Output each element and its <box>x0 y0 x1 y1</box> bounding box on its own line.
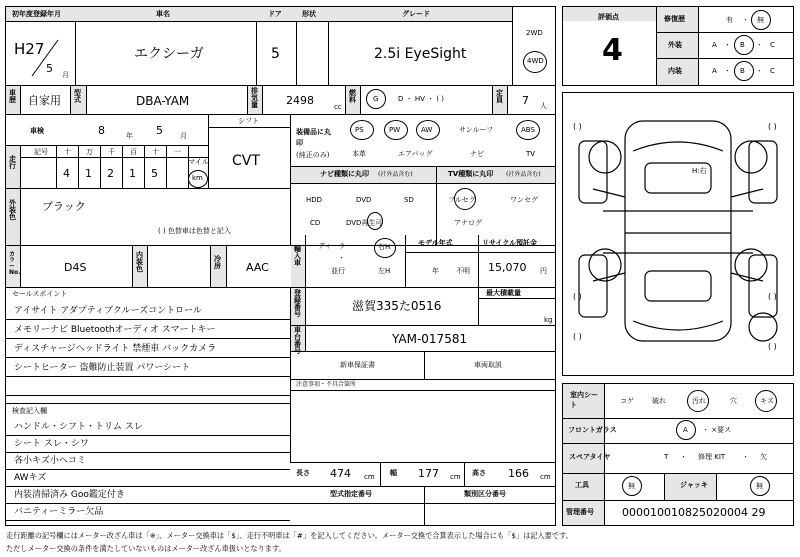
inspection-month-unit: 月 <box>180 132 187 140</box>
import-dealer: ディーラー <box>318 242 353 250</box>
svg-text:( ): ( ) <box>573 332 582 341</box>
mileage-col-divider <box>144 145 145 188</box>
displacement: 2498 <box>286 94 314 107</box>
score: 4 <box>602 33 623 68</box>
mileage-digit: 5 <box>151 167 158 180</box>
interior-sheet-label: 室内シート <box>570 391 598 409</box>
spare-item: ・ <box>680 453 687 461</box>
mileage-digit: 1 <box>129 167 136 180</box>
equipment-item: TV <box>526 150 536 158</box>
month-unit: 月 <box>62 71 69 79</box>
spare-label: スペアタイヤ <box>569 453 611 461</box>
equipment-item: PW <box>389 126 401 134</box>
line-rule <box>5 395 290 396</box>
exterior-color: ブラック <box>42 200 86 213</box>
grade-option: ・ <box>724 41 731 49</box>
line-rule <box>5 376 290 377</box>
capacity-label: 定員 <box>496 89 503 104</box>
inspector-line: シート スレ・シワ <box>14 439 89 449</box>
registration-label: 登録番号 <box>294 289 301 318</box>
equipment-item: ABS <box>521 126 535 134</box>
capacity-unit: 人 <box>540 102 547 110</box>
mgmt-value: 000010010825020004 29 <box>622 506 766 519</box>
mileage-unit: 一 <box>174 148 181 156</box>
fuel-label: 燃料 <box>349 89 356 104</box>
drive-2wd: 2WD <box>526 29 543 37</box>
line-rule <box>5 319 290 320</box>
inspector-line: 各小キズ小ヘコミ <box>14 456 86 466</box>
import-parallel: 並行 <box>331 267 345 275</box>
navi-label: ナビ種類に丸印 <box>320 170 369 178</box>
class-no-label: 類別区分番号 <box>464 490 506 498</box>
equipment-item: サンルーフ <box>459 126 494 134</box>
width-unit: cm <box>450 473 461 481</box>
spare-item: T <box>664 453 669 461</box>
equipment-item: 本革 <box>352 150 366 158</box>
sales-points-label: セールスポイント <box>12 290 68 298</box>
shift: CVT <box>232 153 260 169</box>
grade-option: B <box>740 67 745 75</box>
slash-divider <box>30 38 60 78</box>
inspection-month: 5 <box>156 124 163 137</box>
chassis: YAM-017581 <box>392 332 468 346</box>
length: 474 <box>330 467 351 480</box>
line-rule <box>5 452 290 453</box>
import-label: 輸入車 <box>294 245 301 267</box>
navi-sub: (社外品含む) <box>378 171 413 178</box>
door-label: ドア <box>268 10 282 18</box>
mileage-label: 走行 <box>9 155 16 170</box>
capacity: 7 <box>522 94 529 107</box>
height-label: 高さ <box>472 469 486 477</box>
score-label: 評価点 <box>598 13 619 21</box>
equipment-item: ナビ <box>470 150 484 158</box>
sheet-item: 汚れ <box>692 397 706 405</box>
recycle-label: リサイクル預託金 <box>482 239 538 247</box>
footer-line2: ただしメーター交換の条件を満たしていないものはメーター改ざん車扱いとなります。 <box>6 544 286 553</box>
sales-point-line: ディスチャージヘッドライト 禁煙車 バックカメラ <box>14 344 217 354</box>
inspection-year-unit: 年 <box>126 132 133 140</box>
ac-label: 冷房 <box>214 255 221 270</box>
usage-label: 車歴 <box>9 89 16 104</box>
import-dot: ・ <box>338 254 345 262</box>
sheet-item: コゲ <box>620 397 634 405</box>
equipment-item: AW <box>421 126 433 134</box>
grade: 2.5i EyeSight <box>374 46 467 62</box>
first-reg-month: 5 <box>46 62 53 75</box>
diagram-note: H:右 <box>692 167 707 175</box>
grade-option: ・ <box>724 67 731 75</box>
inspector-line: バニティーミラー欠品 <box>14 507 104 517</box>
tv-label: TV種類に丸印 <box>448 170 494 178</box>
grade-option: B <box>740 41 745 49</box>
svg-text:( ): ( ) <box>768 292 777 301</box>
inspector-line: ハンドル・シフト・トリム スレ <box>14 422 143 432</box>
chassis-label: 車台番号 <box>294 326 301 355</box>
kigou-label: 記号 <box>34 148 48 156</box>
drive-4wd: 4WD <box>527 57 544 65</box>
sheet-item: 穴 <box>730 397 737 405</box>
spare-item: ・ <box>742 453 749 461</box>
mile-label: マイル <box>188 158 209 166</box>
windshield-label: フロントガラス <box>568 426 617 434</box>
footer-line1: 走行距離の記号欄にはメーター改ざん車は「※」、メーター交換車は「$」、走行不明車は「#」を記入してください。メーター交換で合算表示した場合にも「$」は記入要です。 <box>6 531 573 540</box>
windshield-rest: ・ ×要ス <box>702 426 732 434</box>
import-right-h: 右H <box>378 243 391 251</box>
doors: 5 <box>271 46 280 62</box>
tools-label: 工具 <box>575 481 589 489</box>
mileage-digit: 1 <box>85 167 92 180</box>
registration: 滋賀335た0516 <box>352 299 442 313</box>
car-diagram <box>563 93 793 375</box>
type-no-label: 型式指定番号 <box>330 490 372 498</box>
equipment-item: エアバッグ <box>398 150 433 158</box>
tv-analog: アナログ <box>454 219 482 227</box>
repair-label: 修復歴 <box>664 15 685 23</box>
mileage-unit: 千 <box>108 148 115 156</box>
jack-label: ジャッキ <box>680 481 708 489</box>
tools-value: 無 <box>628 482 635 490</box>
mileage-unit: 十 <box>64 148 71 156</box>
grade-b-circle <box>734 61 754 81</box>
repair-yes: 有 <box>726 16 733 24</box>
sales-point-line: シートヒーター 盗難防止装置 パワーシート <box>14 363 191 373</box>
exterior-color-note: ( ) 色替車は色替と記入 <box>158 227 231 235</box>
length-unit: cm <box>364 473 375 481</box>
model-year-unknown: 不明 <box>456 267 470 275</box>
dvd-play-circle <box>367 212 383 230</box>
first-reg-year: H27 <box>14 40 45 58</box>
inspector-line: 内装清掃済み Goo鑑定付き <box>14 490 125 500</box>
model: DBA-YAM <box>136 94 190 108</box>
model-label: 型式 <box>74 89 81 104</box>
navi-sd: SD <box>404 196 414 204</box>
grade-option: ・ <box>756 41 763 49</box>
spare-item: 欠 <box>760 453 767 461</box>
interior-color-label: 内装色 <box>136 251 143 273</box>
mileage-col-divider <box>122 145 123 188</box>
ac: AAC <box>246 261 269 274</box>
recycle-yen: 円 <box>540 267 547 275</box>
new-warranty: 新車保証書 <box>340 361 375 369</box>
svg-text:( ): ( ) <box>573 292 582 301</box>
color-no: D4S <box>64 261 87 274</box>
equipment-label: 装備品に丸印 <box>296 128 331 147</box>
windshield-a: A <box>683 426 688 434</box>
usage: 自家用 <box>28 94 61 107</box>
sheet-item: 破れ <box>652 397 666 405</box>
sheet-item: キズ <box>760 397 774 405</box>
shift-label: シフト <box>238 117 259 125</box>
sales-point-line: アイサイト アダプティブクルーズコントロール <box>14 306 202 316</box>
grade-option: ・ <box>756 67 763 75</box>
line-rule <box>5 486 290 487</box>
model-year-label: モデル年式 <box>418 239 453 247</box>
model-year-unit: 年 <box>432 267 439 275</box>
mileage-col-divider <box>100 145 101 188</box>
max-load-label: 最大積載量 <box>486 289 521 297</box>
repair-none: 無 <box>757 16 764 24</box>
import-left-h: 左H <box>378 267 391 275</box>
mileage-unit: 百 <box>130 148 137 156</box>
mgmt-label: 管理番号 <box>566 508 594 516</box>
line-rule <box>5 503 290 504</box>
mileage-unit: 万 <box>86 148 93 156</box>
fuel-options: D ・ HV ・ ( ) <box>398 95 445 103</box>
height: 166 <box>508 467 529 480</box>
tv-fullseg: フルセグ <box>448 196 476 204</box>
grade-option: A <box>712 41 717 49</box>
inspector-label: 検査記入欄 <box>12 407 47 415</box>
cc-unit: cc <box>334 103 342 111</box>
svg-text:( ): ( ) <box>573 122 582 131</box>
mileage-unit: 十 <box>152 148 159 156</box>
equipment-item: PS <box>355 126 364 134</box>
equipment-sub: (純正のみ) <box>296 151 330 159</box>
line-rule <box>5 435 290 436</box>
recycle: 15,070 <box>488 261 527 274</box>
tv-oneseg: ワンセグ <box>510 196 538 204</box>
car-name-label: 車名 <box>156 10 170 18</box>
sales-point-line: メモリーナビ Bluetoothオーディオ スマートキー <box>14 325 216 335</box>
line-rule <box>5 357 290 358</box>
km-unit: km <box>192 174 203 182</box>
navi-cd: CD <box>310 219 321 227</box>
mileage-digit: 2 <box>107 167 114 180</box>
grade-option: A <box>712 67 717 75</box>
inspection-label: 車検 <box>30 127 44 135</box>
grade-option: C <box>770 67 775 75</box>
displacement-label: 排気量 <box>251 87 258 109</box>
line-rule <box>5 338 290 339</box>
navi-dvd: DVD <box>356 196 372 204</box>
grade-option: C <box>770 41 775 49</box>
car-name: エクシーガ <box>134 46 204 62</box>
fuel-g: G <box>373 95 379 103</box>
mileage-col-divider <box>166 145 167 188</box>
first-reg-label: 初年度登録年月 <box>12 10 61 18</box>
line-rule <box>5 520 290 521</box>
navi-dvd-play: DVD再生可 <box>346 219 383 227</box>
color-no-label: カラーNo. <box>9 251 21 276</box>
repair-dot: ・ <box>742 16 749 24</box>
jack-value: 無 <box>756 482 763 490</box>
spare-item: 修理 KIT <box>698 453 726 461</box>
mileage-col-divider <box>78 145 79 188</box>
width: 177 <box>418 467 439 480</box>
exterior-label: 外装 <box>668 41 682 49</box>
tv-sub: (社外品含む) <box>506 171 541 178</box>
width-label: 幅 <box>390 469 397 477</box>
mileage-digit: 4 <box>63 167 70 180</box>
interior-label: 内装 <box>668 67 682 75</box>
inspection-year: 8 <box>98 124 105 137</box>
shape-label: 形状 <box>302 10 316 18</box>
navi-hdd: HDD <box>306 196 323 204</box>
svg-text:( ): ( ) <box>768 342 777 351</box>
manual: 車両取説 <box>474 361 502 369</box>
height-unit: cm <box>540 473 551 481</box>
exterior-color-label: 外装色 <box>9 199 16 221</box>
inspector-line: AWキズ <box>14 473 47 483</box>
svg-text:( ): ( ) <box>768 122 777 131</box>
length-label: 長さ <box>296 469 310 477</box>
notes-label: 注意事項・不具合箇所 <box>296 381 357 388</box>
line-rule <box>5 469 290 470</box>
grade-label: グレード <box>402 10 430 18</box>
max-load-kg: kg <box>544 316 553 324</box>
grade-b-circle <box>734 35 754 55</box>
